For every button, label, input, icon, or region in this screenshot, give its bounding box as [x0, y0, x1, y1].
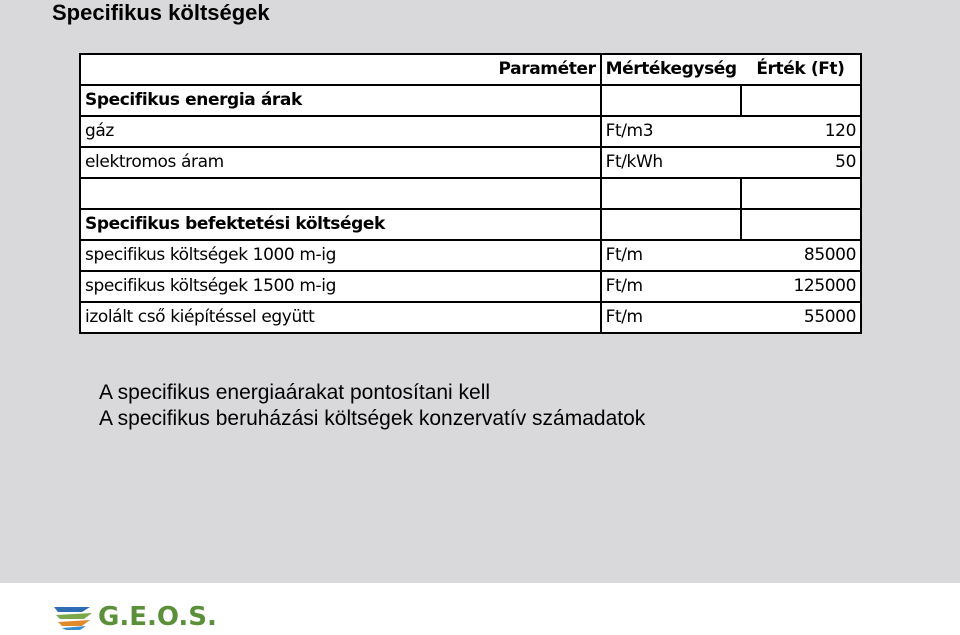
row-param: specifikus költségek 1000 m-ig — [80, 240, 601, 271]
table-row — [80, 240, 861, 271]
row-unit — [601, 209, 741, 240]
row-param: elektromos áram — [80, 147, 601, 178]
row-value — [741, 178, 861, 209]
table-row — [80, 85, 861, 116]
logo-text: G.E.O.S. — [98, 602, 217, 632]
row-param: Specifikus energia árak — [80, 85, 601, 116]
table-row — [80, 209, 861, 240]
row-param: gáz — [80, 116, 601, 147]
row-unit: Ft/m — [601, 271, 741, 302]
row-unit: Ft/m3 — [601, 116, 741, 147]
table-row — [80, 116, 861, 147]
table-row — [80, 147, 861, 178]
row-param: Specifikus befektetési költségek — [80, 209, 601, 240]
table-row — [80, 271, 861, 302]
geos-swoosh-icon — [52, 603, 94, 631]
row-value: 55000 — [741, 302, 861, 333]
note-line: A specifikus beruházási költségek konzervatív számadatok — [99, 407, 646, 430]
row-unit: Ft/m — [601, 240, 741, 271]
row-param: izolált cső kiépítéssel együtt — [80, 302, 601, 333]
row-unit: Ft/kWh — [601, 147, 741, 178]
table-row — [80, 302, 861, 333]
row-param: specifikus költségek 1500 m-ig — [80, 271, 601, 302]
table-header-row — [80, 54, 861, 85]
row-unit — [601, 178, 741, 209]
row-value: 85000 — [741, 240, 861, 271]
table-row — [80, 178, 861, 209]
row-value — [741, 85, 861, 116]
specific-costs-table — [79, 53, 862, 334]
row-value: 50 — [741, 147, 861, 178]
notes-block — [99, 380, 645, 432]
row-unit: Ft/m — [601, 302, 741, 333]
header-value: Érték (Ft) — [741, 54, 861, 85]
row-value: 120 — [741, 116, 861, 147]
row-value — [741, 209, 861, 240]
page-title: Specifikus költségek — [52, 0, 270, 25]
geos-logo — [52, 603, 217, 631]
header-unit: Mértékegység — [601, 54, 741, 85]
row-param — [80, 178, 601, 209]
note-line: A specifikus energiaárakat pontosítani kell — [99, 381, 491, 404]
row-value: 125000 — [741, 271, 861, 302]
row-unit — [601, 85, 741, 116]
header-param: Paraméter — [80, 54, 601, 85]
